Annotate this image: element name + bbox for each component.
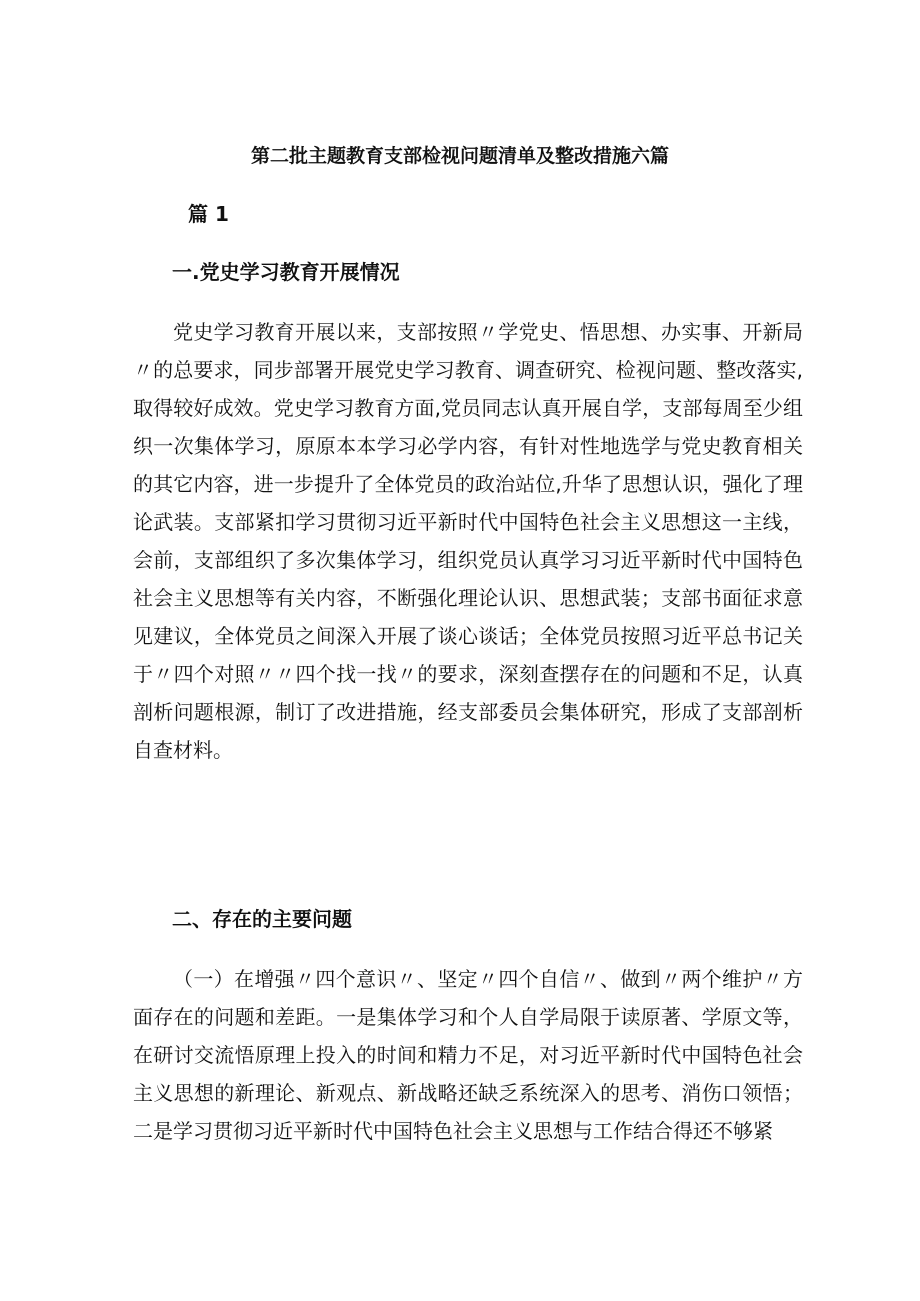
section-paragraph-2: （一）在增强〃四个意识〃、坚定〃四个自信〃、做到〃两个维护〃方面存在的问题和差距。一是集体学习和个人自学局限于读原著、学原文等，在研讨交流悟原理上投入的时间和精力不足，对习近平新时代中国特色社会主义思想的新理论、新观点、新战略还缺乏系统深入的思考、消伤口领悟；二是学习贯彻习近平新时代中国特色社会主义思想与工作结合得还不够紧 — [133, 967, 803, 1143]
section-heading-2: 二、存在的主要问题 — [172, 907, 352, 931]
section-heading-1: 一.党史学习教育开展情况 — [172, 260, 400, 284]
document-title: 第二批主题教育支部检视问题清单及整改措施六篇 — [250, 145, 669, 167]
section-paragraph-1: 党史学习教育开展以来，支部按照〃学党史、悟思想、办实事、开新局〃的总要求，同步部署开展党史学习教育、调查研究、检视问题、整改落实,取得较好成效。党史学习教育方面,党员同志认真开展自学，支部每周至少组织一次集体学习，原原本本学习必学内容，有针对性地选学与党史教育相关的其它内容，进一步提升了全体党员的政治站位,升华了思想认识，强化了理论武装。支部紧扣学习贯彻习近平新时代中国特色社会主义思想这一主线，会前，支部组织了多次集体学习，组织党员认真学习习近平新时代中国特色社会主义思想等有关内容，不断强化理论认识、思想武装；支部书面征求意见建议，全体党员之间深入开展了谈心谈话；全体党员按照习近平总书记关于〃四个对照〃〃四个找一找〃的要求，深刻查摆存在的问题和不足，认真剖析问题根源，制订了改进措施，经支部委员会集体研究，形成了支部剖析自查材料。 — [133, 320, 803, 762]
part-label: 篇 1 — [188, 202, 229, 226]
